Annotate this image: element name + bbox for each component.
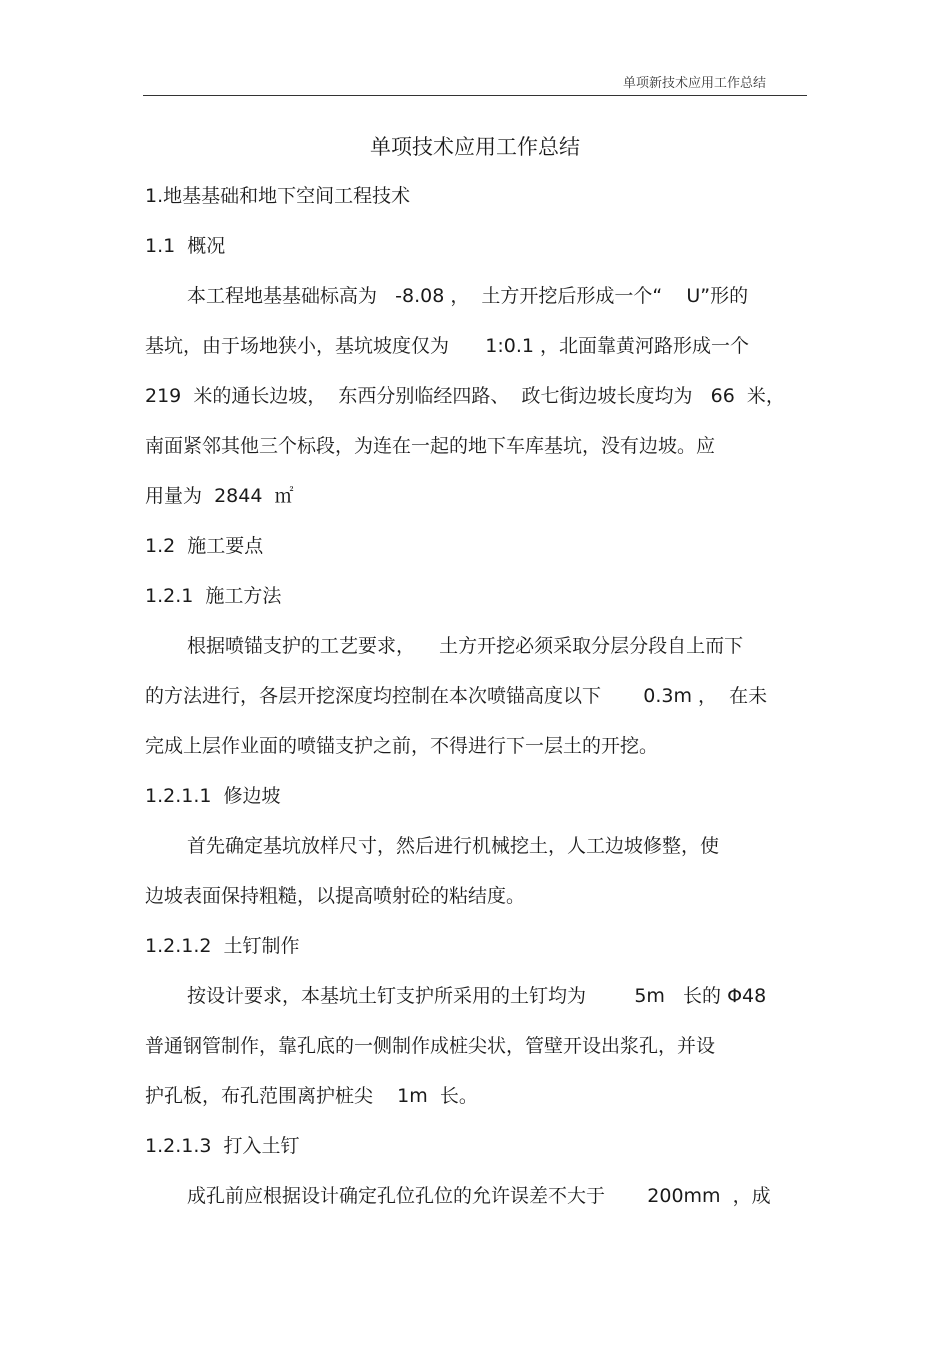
paragraph-line: 边坡表面保持粗糙，以提高喷射砼的粘结度。: [145, 885, 526, 907]
paragraph-line: 的方法进行，各层开挖深度均控制在本次喷锚高度以下 0.3m ， 在未: [145, 685, 768, 707]
subsection-heading: 1.2.1 施工方法: [145, 585, 282, 607]
paragraph-line: 219 米的通长边坡， 东西分别临经四路、 政七街边坡长度均为 66 米，: [145, 385, 785, 407]
paragraph-line: 基坑，由于场地狭小，基坑坡度仅为 1:0.1 ，北面靠黄河路形成一个: [145, 335, 749, 357]
paragraph-line: 完成上层作业面的喷锚支护之前，不得进行下一层土的开挖。: [145, 735, 659, 757]
paragraph-line: 护孔板，布孔范围离护桩尖 1m 长。: [145, 1085, 478, 1107]
paragraph-line: 按设计要求，本基坑土钉支护所采用的土钉均为 5m 长的 Φ48: [187, 985, 767, 1007]
paragraph-line: 用量为 2844 ㎡: [145, 485, 294, 507]
paragraph-line: 本工程地基基础标高为 -8.08 ， 土方开挖后形成一个“ U”形的: [187, 285, 749, 307]
section-heading: 1.地基基础和地下空间工程技术: [145, 185, 411, 207]
subsection-heading: 1.1 概况: [145, 235, 226, 257]
paragraph-line: 根据喷锚支护的工艺要求， 土方开挖必须采取分层分段自上而下: [187, 635, 744, 657]
subsection-heading: 1.2 施工要点: [145, 535, 264, 557]
page-title: 单项技术应用工作总结: [370, 135, 580, 159]
paragraph-line: 首先确定基坑放样尺寸，然后进行机械挖土，人工边坡修整，使: [187, 835, 720, 857]
paragraph-line: 普通钢管制作，靠孔底的一侧制作成桩尖状，管壁开设出浆孔，并设: [145, 1035, 716, 1057]
subsection-heading: 1.2.1.1 修边坡: [145, 785, 281, 807]
subsection-heading: 1.2.1.3 打入土钉: [145, 1135, 300, 1157]
header-rule: [143, 95, 807, 96]
running-header: 单项新技术应用工作总结: [622, 76, 766, 91]
paragraph-line: 成孔前应根据设计确定孔位孔位的允许误差不大于 200mm ，成: [187, 1185, 771, 1207]
subsection-heading: 1.2.1.2 土钉制作: [145, 935, 300, 957]
paragraph-line: 南面紧邻其他三个标段，为连在一起的地下车库基坑，没有边坡。应: [145, 435, 716, 457]
